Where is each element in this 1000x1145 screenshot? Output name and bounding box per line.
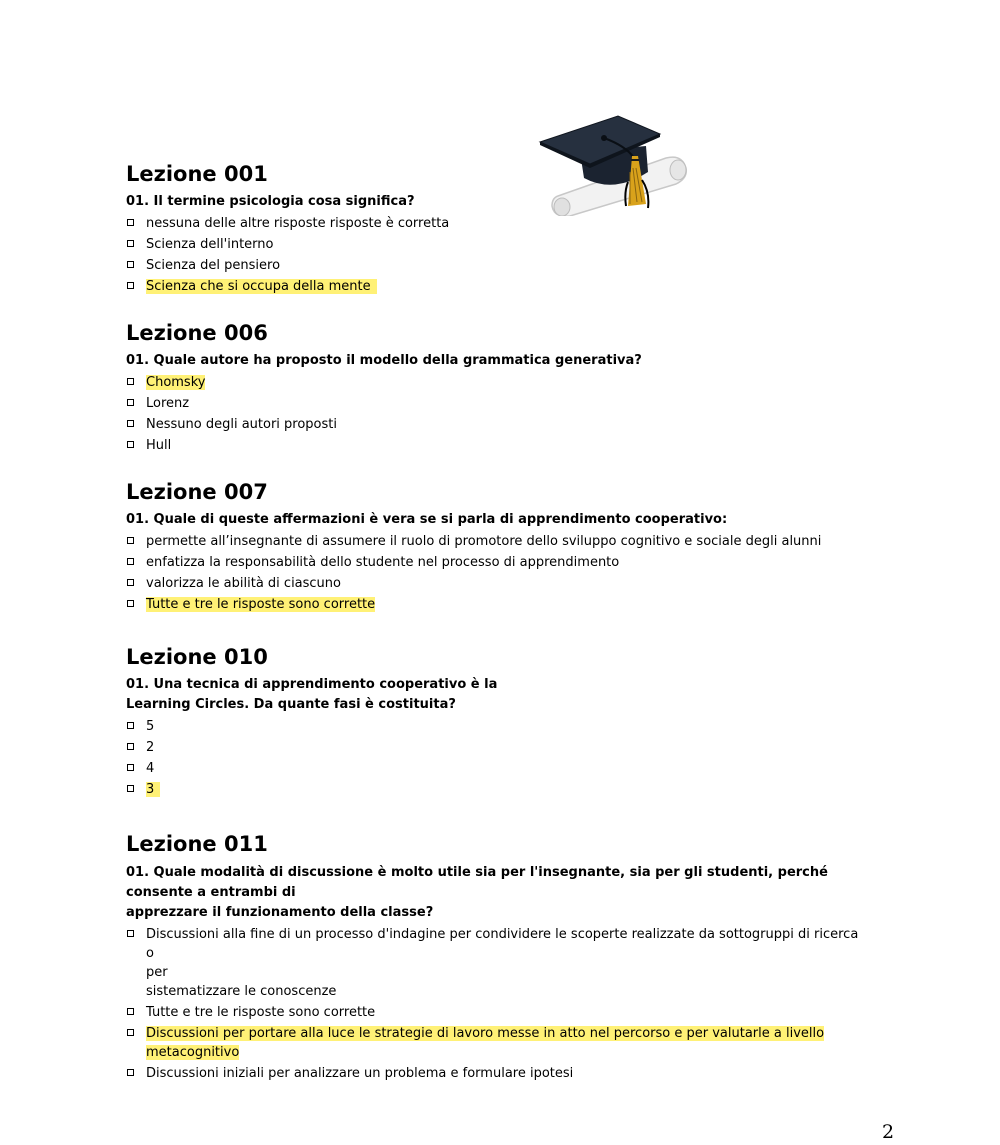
checkbox-icon xyxy=(127,219,134,226)
checkbox-icon xyxy=(127,1029,134,1036)
checkbox-icon xyxy=(127,420,134,427)
answer-option: Hull xyxy=(126,436,866,455)
lesson-title: Lezione 010 xyxy=(126,645,268,669)
answer-list xyxy=(126,214,866,296)
question-text: 01. Quale autore ha proposto il modello della grammatica generativa? xyxy=(126,353,642,368)
checkbox-icon xyxy=(127,261,134,268)
lesson-001 xyxy=(126,162,866,298)
answer-option: Scienza del pensiero xyxy=(126,256,866,275)
checkbox-icon xyxy=(127,1008,134,1015)
answer-option: 5 xyxy=(126,717,866,736)
question-text-line2: consente a entrambi di xyxy=(126,885,296,900)
correct-answer-highlight: Chomsky xyxy=(146,375,206,390)
lesson-title: Lezione 001 xyxy=(126,162,268,186)
lesson-title: Lezione 006 xyxy=(126,321,268,345)
answer-list xyxy=(126,532,866,614)
question-text-line2: Learning Circles. Da quante fasi è costituita? xyxy=(126,697,456,712)
answer-list xyxy=(126,925,866,1083)
answer-option: nessuna delle altre risposte risposte è corretta xyxy=(126,214,866,233)
correct-answer-highlight: Scienza che si occupa della mente xyxy=(146,279,377,294)
correct-answer-highlight: Tutte e tre le risposte sono corrette xyxy=(146,597,376,612)
answer-option-correct xyxy=(126,780,866,799)
question-text-line3: apprezzare il funzionamento della classe? xyxy=(126,905,434,920)
question-text: 01. Il termine psicologia cosa significa? xyxy=(126,194,415,209)
checkbox-icon xyxy=(127,579,134,586)
correct-answer-highlight: Discussioni per portare alla luce le strategie di lavoro messe in atto nel percorso e per valutarle a livello xyxy=(146,1026,825,1041)
checkbox-icon xyxy=(127,378,134,385)
answer-option: enfatizza la responsabilità dello studente nel processo di apprendimento xyxy=(126,553,866,572)
checkbox-icon xyxy=(127,282,134,289)
answer-option: 2 xyxy=(126,738,866,757)
lesson-011 xyxy=(126,832,866,1085)
question-text: 01. Una tecnica di apprendimento cooperativo è la xyxy=(126,677,498,692)
question-text: 01. Quale di queste affermazioni è vera se si parla di apprendimento cooperativo: xyxy=(126,512,728,527)
answer-option-correct xyxy=(126,595,866,614)
lesson-007 xyxy=(126,480,866,616)
graduation-cap-icon xyxy=(538,112,690,216)
answer-option: 4 xyxy=(126,759,866,778)
checkbox-icon xyxy=(127,930,134,937)
checkbox-icon xyxy=(127,441,134,448)
answer-option: Tutte e tre le risposte sono corrette xyxy=(126,1003,866,1022)
answer-option: valorizza le abilità di ciascuno xyxy=(126,574,866,593)
page-number: 2 xyxy=(882,1121,895,1143)
checkbox-icon xyxy=(127,558,134,565)
lesson-006 xyxy=(126,321,866,457)
answer-option-correct xyxy=(126,1024,866,1062)
lesson-010 xyxy=(126,645,866,801)
answer-option: Discussioni alla fine di un processo d'indagine per condividere le scoperte realizzate da sottogruppi di ricerca o per sistematizzare le conoscenze xyxy=(126,925,866,1001)
answer-list xyxy=(126,717,866,799)
checkbox-icon xyxy=(127,600,134,607)
lesson-title: Lezione 011 xyxy=(126,832,268,856)
lesson-title: Lezione 007 xyxy=(126,480,268,504)
question-text: 01. Quale modalità di discussione è molto utile sia per l'insegnante, sia per gli studenti, perché xyxy=(126,865,828,880)
checkbox-icon xyxy=(127,785,134,792)
checkbox-icon xyxy=(127,1069,134,1076)
checkbox-icon xyxy=(127,399,134,406)
checkbox-icon xyxy=(127,537,134,544)
answer-option-correct xyxy=(126,277,866,296)
answer-option-correct xyxy=(126,373,866,392)
answer-option: Lorenz xyxy=(126,394,866,413)
checkbox-icon xyxy=(127,240,134,247)
answer-option: permette all’insegnante di assumere il ruolo di promotore dello sviluppo cognitivo e sociale degli alunni xyxy=(126,532,866,551)
answer-option: Discussioni iniziali per analizzare un problema e formulare ipotesi xyxy=(126,1064,866,1083)
answer-option: Nessuno degli autori proposti xyxy=(126,415,866,434)
checkbox-icon xyxy=(127,722,134,729)
checkbox-icon xyxy=(127,764,134,771)
correct-answer-highlight: 3 xyxy=(146,782,160,797)
correct-answer-highlight-line2: metacognitivo xyxy=(146,1045,240,1060)
checkbox-icon xyxy=(127,743,134,750)
answer-list xyxy=(126,373,866,455)
answer-option: Scienza dell'interno xyxy=(126,235,866,254)
